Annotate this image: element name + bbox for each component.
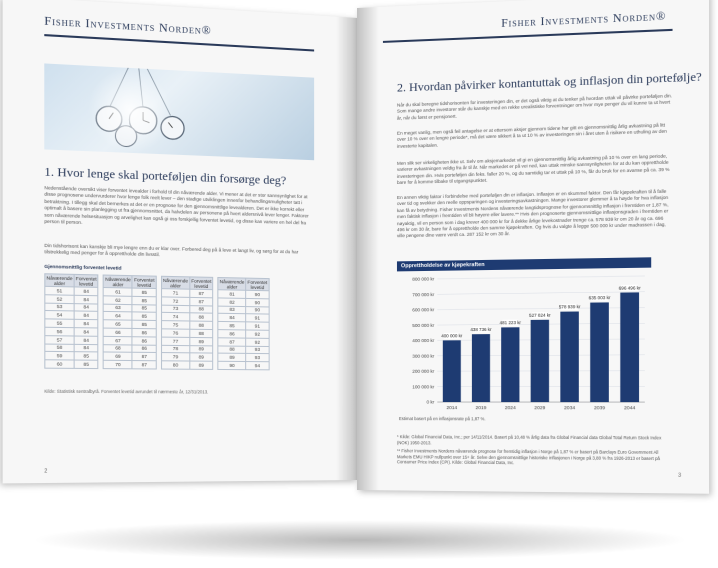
cell-current-age: 58 (45, 344, 74, 352)
cell-expected-age: 93 (246, 346, 269, 354)
x-tick-label: 2024 (504, 406, 516, 412)
cell-current-age: 67 (104, 336, 133, 344)
cell-expected-age: 91 (246, 322, 269, 330)
cell-expected-age: 85 (132, 296, 156, 304)
bar (443, 340, 461, 402)
cell-current-age: 88 (218, 346, 246, 354)
right-paragraph-3: Men slik ser virkeligheten ikke ut. Selv om aksjemarkedet vil gi en gjennomsnittlig årlig avkastning på 10 % over en lang periode, varierer avkastningen veldig fra år til år. Når markedet er på vei ned, kan uttak minske sannsynligheten for at du kan opprettholde investeringen din. Hvis porteføljen din feks. faller 20 %, og du samtidig tar et uttak på 10 %, får du bruk for en avanse på ca. 39 % bare for å komme tilbake til utgangspunktet. (396, 153, 670, 186)
bar (531, 320, 549, 402)
cell-current-age: 79 (161, 353, 189, 361)
cell-expected-age: 84 (74, 344, 98, 352)
cell-current-age: 90 (218, 361, 246, 369)
cell-expected-age: 84 (74, 336, 98, 344)
cell-current-age: 81 (218, 290, 246, 298)
page-number-right: 3 (678, 472, 682, 479)
cell-expected-age: 84 (74, 303, 98, 312)
cell-expected-age: 91 (246, 314, 269, 322)
col-header-current-age: Nåværende alder (219, 278, 245, 290)
x-tick-label: 2019 (475, 406, 487, 412)
clock-photo (44, 63, 314, 160)
pocket-watches-image (44, 63, 314, 160)
header-rule-right (383, 29, 673, 43)
bar (560, 311, 579, 402)
cell-current-age: 56 (45, 327, 74, 336)
cell-current-age: 63 (104, 304, 133, 313)
cell-current-age: 66 (104, 328, 133, 336)
cell-current-age: 60 (45, 360, 74, 368)
y-tick-label: 100 000 kr (412, 384, 435, 390)
page-number-left: 2 (44, 468, 48, 475)
brand-title-left: Fisher Investments Norden® (44, 15, 212, 38)
cell-expected-age: 84 (74, 287, 98, 296)
cell-current-age: 70 (104, 360, 133, 368)
cell-current-age: 68 (104, 344, 133, 352)
cell-current-age: 52 (45, 295, 74, 304)
right-paragraph-4: En annen viktig faktor i forbindelse med porteføljen din er inflasjon. Inflasjon er en skummel faktor. Den får kjøpekraften til å falle over tid og svekker den reelle oppsparingen og investeringsavkastningen. Mange investorer glemmer å ta høyde for hva inflasjon kan få av betydning. Fisher Investments Nordens nåværende langtidsprognose for gjennomsnittlig inflasjon i fremtiden er 1,87 %, men faktisk inflasjon i fremtiden vil bli høyere eller lavere.** Hvis den prognoserte gjennomsnittlige inflasjonsgraden i fremtiden er nøyaktig, vil en person som i dag krever 400 000 kr for å dekke årlige levekostnader trenge ca. 578 939 kr om 20 år og ca. 696 496 kr om 30 år, bare for å opprettholde den samme kjøpekraften. Og hvis du valgte å legge 500 000 kr under madrassen i dag, ville pengene dine være verdt ca. 287 152 kr om 30 år. (396, 188, 669, 239)
x-tick-label: 2044 (624, 406, 636, 412)
cell-expected-age: 92 (246, 330, 269, 338)
cell-expected-age: 84 (74, 311, 98, 319)
bar (590, 302, 609, 402)
y-tick-label: 800 000 kr (412, 276, 435, 282)
cell-current-age: 77 (161, 337, 189, 345)
cell-expected-age: 88 (190, 313, 213, 321)
cell-expected-age: 89 (190, 353, 213, 361)
cell-current-age: 83 (218, 306, 246, 314)
spine-shade-right (357, 7, 379, 490)
cell-expected-age: 84 (74, 295, 98, 304)
cell-expected-age: 85 (132, 288, 156, 297)
col-header-expected-age: Forventet levetid (247, 279, 268, 290)
footnote-2: ** Fisher Investments Nordens nåværende prognose for fremtidig inflasjon i Norge på 1,87 % er basert på Barclays Euro Government All Markets EMU HIKP nullpunkt over 15+ år. Selve den gjennomsnittlige historiske inflasjonen i Norge på 3,80 % fra 1926-2013 er basert på Consumer Price Index (CPI). Kilde: Global Financial Data, Inc. (396, 448, 660, 466)
brand-title-right: Fisher Investments Norden® (501, 10, 667, 30)
bar (472, 334, 490, 402)
right-page (357, 0, 709, 494)
left-paragraph-2: Din tidshorisont kan kanskje bli mye lengre enn du er klar over. Forbered deg på å leve et langt liv, og sørg for at du har tilstrekkelig med penger for å opprettholde din livsstil. (44, 242, 299, 258)
col-header-expected-age: Forventet levetid (75, 275, 97, 287)
cell-current-age: 78 (161, 345, 189, 353)
y-tick-label: 500 000 kr (412, 322, 435, 328)
cell-expected-age: 85 (74, 360, 98, 368)
cell-expected-age: 88 (190, 305, 213, 313)
cell-current-age: 62 (104, 296, 133, 305)
cell-expected-age: 84 (74, 328, 98, 336)
cell-current-age: 86 (218, 330, 246, 338)
col-header-current-age: Nåværende alder (162, 277, 189, 288)
left-page (3, 0, 358, 483)
y-tick-label: 200 000 kr (412, 368, 435, 374)
gridline (437, 276, 645, 279)
x-tick-label: 2039 (593, 406, 606, 412)
cell-current-age: 64 (104, 312, 133, 321)
cell-expected-age: 88 (190, 321, 213, 329)
col-header-expected-age: Forventet levetid (133, 276, 155, 288)
y-tick-label: 700 000 kr (412, 291, 435, 298)
cell-current-age: 57 (45, 335, 74, 344)
gridline (437, 308, 645, 310)
x-tick-label: 2014 (446, 406, 458, 412)
section-heading-1: 1. Hvor lenge skal porteføljen din forsørge deg? (44, 164, 287, 188)
cell-current-age: 89 (218, 353, 246, 361)
cell-current-age: 61 (104, 288, 133, 297)
cell-expected-age: 87 (190, 297, 213, 305)
cell-expected-age: 89 (190, 337, 213, 345)
col-header-expected-age: Forventet levetid (191, 277, 212, 289)
cell-current-age: 71 (161, 289, 189, 298)
cell-expected-age: 85 (132, 304, 156, 312)
y-tick-label: 300 000 kr (412, 353, 435, 359)
data-label: 400 000 kr (441, 333, 463, 339)
purchasing-power-chart (397, 257, 651, 425)
cell-current-age: 84 (218, 314, 246, 322)
chart-plot (397, 270, 651, 417)
cell-expected-age: 92 (246, 338, 269, 346)
cell-expected-age: 88 (190, 329, 213, 337)
table-title: Gjennomsnittlig forventet levetid (44, 263, 122, 271)
data-label: 481 223 kr (499, 320, 521, 326)
cell-expected-age: 85 (132, 312, 156, 320)
y-tick-label: 0 kr (426, 399, 435, 405)
cell-expected-age: 85 (132, 320, 156, 328)
footnote-1: * Kilde: Global Financial Data, Inc.; per 14/11/2014. Basert på 10,48 % årlig data fra Global Financial data Global Total Return Stock Index (NOK) 1950-2013. (396, 434, 662, 445)
cell-current-age: 76 (161, 329, 189, 337)
brochure-shadow (30, 520, 690, 560)
data-label: 438 736 kr (470, 326, 492, 333)
cell-expected-age: 90 (246, 306, 269, 314)
cell-current-age: 59 (45, 352, 74, 360)
left-paragraph-1: Nedenstående oversikt viser forventet levealder i forhold til din nåværende alder. Vi mener at det er stor sannsynlighet for at disse prognosene undervurderer hvor lenge folk reelt lever – den stadige utviklingen innenfor behandlingsmuligheter tatt i betraktning. I tillegg skal det bemerkes at det er en prognose for den gjennomsnittlige levealderen. Det er ikke korrekt eller optimalt å basere sin planlegging ut fra gjennomsnittet, da halvdelen av personene på hvert aldersnivå lever lenger. Faktorer som nåværende helsesituasjon og arvelighet kan også gi oss forskjellig forventet levetid, og disse kan variere en hel del fra person til person. (44, 185, 309, 226)
cell-expected-age: 90 (246, 290, 269, 298)
spine-shade-left (336, 17, 358, 481)
y-tick-label: 400 000 kr (412, 338, 435, 344)
bar (620, 292, 639, 402)
chart-title: Opprettholdelse av kjøpekraften (397, 257, 651, 271)
cell-expected-age: 84 (74, 319, 98, 327)
gridline (437, 292, 645, 295)
header-rule-left (44, 34, 314, 51)
cell-current-age: 87 (218, 338, 246, 346)
cell-expected-age: 86 (132, 328, 156, 336)
cell-current-age: 72 (161, 297, 189, 306)
col-header-current-age: Nåværende alder (105, 276, 131, 287)
cell-expected-age: 89 (190, 345, 213, 353)
cell-current-age: 69 (104, 352, 133, 360)
data-label: 578 939 kr (558, 304, 581, 310)
cell-expected-age: 90 (246, 298, 269, 306)
cell-expected-age: 93 (246, 354, 269, 362)
cell-current-age: 53 (45, 303, 74, 312)
life-expectancy-table (44, 273, 269, 370)
data-label: 635 003 kr (588, 295, 611, 301)
x-tick-label: 2034 (564, 406, 576, 412)
col-header-current-age: Nåværende alder (46, 274, 73, 286)
cell-expected-age: 87 (132, 353, 156, 361)
bar (501, 327, 519, 402)
cell-expected-age: 86 (132, 336, 156, 344)
cell-current-age: 55 (45, 319, 74, 328)
cell-expected-age: 94 (246, 362, 269, 370)
cell-expected-age: 89 (190, 361, 213, 369)
cell-current-age: 54 (45, 311, 74, 320)
cell-expected-age: 87 (132, 361, 156, 369)
y-tick-label: 600 000 kr (412, 307, 435, 313)
cell-current-age: 51 (45, 286, 74, 295)
data-label: 527 824 kr (529, 312, 551, 318)
cell-current-age: 75 (161, 321, 189, 329)
data-label: 696 496 kr (618, 285, 641, 291)
cell-current-age: 73 (161, 305, 189, 313)
cell-current-age: 65 (104, 320, 133, 328)
cell-expected-age: 87 (190, 289, 213, 297)
cell-current-age: 74 (161, 313, 189, 321)
right-paragraph-1: Når du skal beregne tidshorisonten for investeringen din, er det også viktig at du tenker på hvordan uttak vil påvirke porteføljen din. Som mange andre investorer står du kanskje med en rekke urealistiske forventninger om hvor mye penger du vil kunne ta ut hvert år, når du først er pensjonert. (396, 93, 673, 121)
cell-current-age: 80 (161, 361, 189, 369)
chart-caption: Estimat basert på en inflasjonsrate på 1,87 %. (398, 416, 486, 422)
table-source: Kilde: Statistisk sentralbyrå. Forventet levetid avrundet til nærmeste år, 12/31/2013. (44, 388, 209, 395)
cell-current-age: 85 (218, 322, 246, 330)
cell-expected-age: 86 (132, 345, 156, 353)
cell-expected-age: 85 (74, 352, 98, 360)
section-heading-2: 2. Hvordan påvirker kontantuttak og inflasjon din portefølje? (396, 69, 702, 95)
right-paragraph-2: En meget vanlig, men også feil antagelse er at ettersom aksjer gjennom tidene har gitt en gjennomsnittlig årlig avkastning på litt over 10 % over en lengre periode*, må det være sikkert å ta ut 10 % av investeringen sin i året uten å risikere en uthuling av den investerte kapitalen. (396, 122, 667, 149)
cell-current-age: 82 (218, 298, 246, 306)
x-tick-label: 2029 (534, 406, 546, 412)
table-row (45, 360, 269, 370)
